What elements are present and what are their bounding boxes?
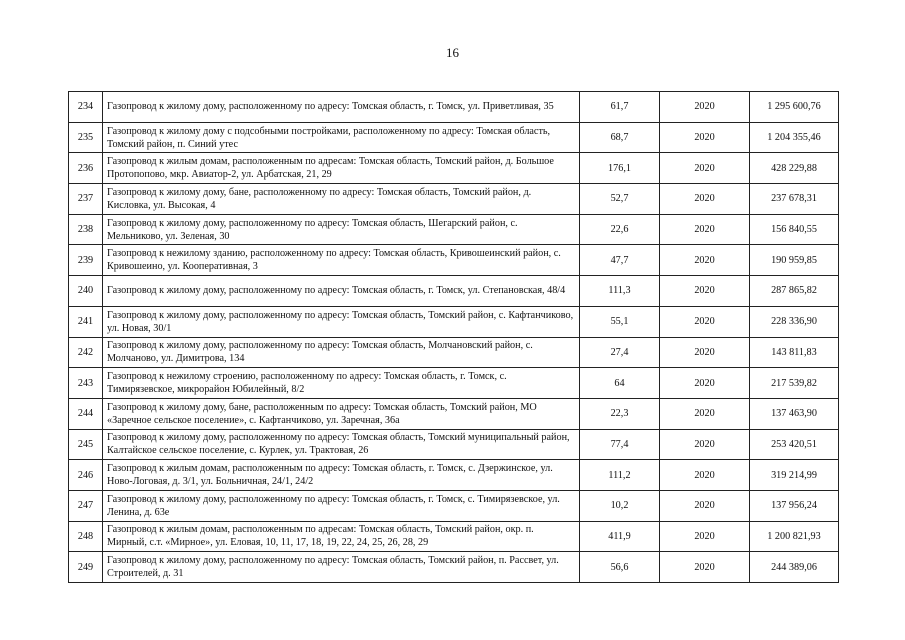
object-name: Газопровод к жилым домам, расположенным по адресам: Томская область, Томский район, д. Большое Протопопово, мкр. Авиатор-2, ул. Арбатская, 21, 29: [103, 153, 580, 184]
table-row: [69, 245, 839, 276]
pipeline-length: 55,1: [580, 306, 660, 337]
object-name: Газопровод к жилому дому, расположенному по адресу: Томская область, Томский муниципальный район, Калтайское сельское поселение, с. Курлек, ул. Трактовая, 26: [103, 429, 580, 460]
cost: 1 200 821,93: [750, 521, 839, 552]
object-name: Газопровод к жилому дому, расположенному по адресу: Томская область, Молчановский район, с. Молчаново, ул. Димитрова, 134: [103, 337, 580, 368]
table-row: [69, 306, 839, 337]
year: 2020: [660, 245, 750, 276]
object-name: Газопровод к жилому дому, расположенному по адресу: Томская область, г. Томск, ул. Степановская, 48/4: [103, 276, 580, 307]
year: 2020: [660, 429, 750, 460]
table-row: [69, 337, 839, 368]
table-row: [69, 368, 839, 399]
year: 2020: [660, 92, 750, 123]
year: 2020: [660, 214, 750, 245]
table-row: [69, 429, 839, 460]
object-name: Газопровод к жилому дому, расположенному по адресу: Томская область, г. Томск, ул. Приветливая, 35: [103, 92, 580, 123]
object-name: Газопровод к жилому дому, расположенному по адресу: Томская область, Томский район, п. Рассвет, ул. Строителей, д. 31: [103, 552, 580, 583]
row-number: 234: [69, 92, 103, 123]
cost: 237 678,31: [750, 184, 839, 215]
pipeline-length: 64: [580, 368, 660, 399]
pipeline-length: 77,4: [580, 429, 660, 460]
cost: 319 214,99: [750, 460, 839, 491]
table-row: [69, 460, 839, 491]
year: 2020: [660, 490, 750, 521]
year: 2020: [660, 153, 750, 184]
cost: 156 840,55: [750, 214, 839, 245]
year: 2020: [660, 276, 750, 307]
row-number: 238: [69, 214, 103, 245]
pipeline-length: 61,7: [580, 92, 660, 123]
year: 2020: [660, 460, 750, 491]
row-number: 236: [69, 153, 103, 184]
row-number: 240: [69, 276, 103, 307]
pipeline-length: 176,1: [580, 153, 660, 184]
table-row: [69, 490, 839, 521]
object-name: Газопровод к нежилому зданию, расположенному по адресу: Томская область, Кривошеинский район, с. Кривошеино, ул. Кооперативная, 3: [103, 245, 580, 276]
year: 2020: [660, 368, 750, 399]
year: 2020: [660, 398, 750, 429]
object-name: Газопровод к жилому дому, бане, расположенным по адресу: Томская область, Томский район, МО «Заречное сельское поселение», с. Кафтанчиково, ул. Заречная, 36а: [103, 398, 580, 429]
row-number: 249: [69, 552, 103, 583]
table-row: [69, 153, 839, 184]
cost: 253 420,51: [750, 429, 839, 460]
pipeline-length: 10,2: [580, 490, 660, 521]
row-number: 239: [69, 245, 103, 276]
row-number: 244: [69, 398, 103, 429]
year: 2020: [660, 552, 750, 583]
table-body: [69, 92, 839, 583]
object-name: Газопровод к жилому дому, расположенному по адресу: Томская область, Шегарский район, с. Мельниково, ул. Зеленая, 30: [103, 214, 580, 245]
row-number: 248: [69, 521, 103, 552]
pipeline-length: 22,3: [580, 398, 660, 429]
year: 2020: [660, 337, 750, 368]
object-name: Газопровод к жилым домам, расположенным по адресам: Томская область, Томский район, окр. п. Мирный, с.т. «Мирное», ул. Еловая, 10, 11, 17, 18, 19, 22, 24, 25, 26, 28, 29: [103, 521, 580, 552]
pipeline-length: 56,6: [580, 552, 660, 583]
row-number: 245: [69, 429, 103, 460]
row-number: 235: [69, 122, 103, 153]
cost: 428 229,88: [750, 153, 839, 184]
table-row: [69, 122, 839, 153]
cost: 244 389,06: [750, 552, 839, 583]
row-number: 243: [69, 368, 103, 399]
pipeline-length: 47,7: [580, 245, 660, 276]
cost: 287 865,82: [750, 276, 839, 307]
object-name: Газопровод к жилому дому, расположенному по адресу: Томская область, Томский район, с. Кафтанчиково, ул. Новая, 30/1: [103, 306, 580, 337]
pipeline-length: 68,7: [580, 122, 660, 153]
table-row: [69, 276, 839, 307]
row-number: 241: [69, 306, 103, 337]
object-name: Газопровод к жилому дому, бане, расположенному по адресу: Томская область, Томский район, д. Кисловка, ул. Высокая, 4: [103, 184, 580, 215]
page-number: 16: [446, 45, 459, 60]
year: 2020: [660, 521, 750, 552]
cost: 228 336,90: [750, 306, 839, 337]
table-row: [69, 552, 839, 583]
object-name: Газопровод к жилым домам, расположенным по адресу: Томская область, г. Томск, с. Дзержинское, ул. Ново-Логовая, д. 3/1, ул. Больничная, 24/1, 24/2: [103, 460, 580, 491]
year: 2020: [660, 184, 750, 215]
year: 2020: [660, 306, 750, 337]
cost: 1 204 355,46: [750, 122, 839, 153]
pipeline-length: 52,7: [580, 184, 660, 215]
year: 2020: [660, 122, 750, 153]
table-row: [69, 184, 839, 215]
row-number: 237: [69, 184, 103, 215]
object-name: Газопровод к жилому дому, расположенному по адресу: Томская область, г. Томск, с. Тимирязевское, ул. Ленина, д. 63е: [103, 490, 580, 521]
cost: 137 463,90: [750, 398, 839, 429]
pipeline-length: 411,9: [580, 521, 660, 552]
gas-pipeline-table: [68, 91, 839, 583]
pipeline-length: 22,6: [580, 214, 660, 245]
pipeline-length: 111,3: [580, 276, 660, 307]
object-name: Газопровод к нежилому строению, расположенному по адресу: Томская область, г. Томск, с. Тимирязевское, микрорайон Юбилейный, 8/2: [103, 368, 580, 399]
cost: 217 539,82: [750, 368, 839, 399]
cost: 137 956,24: [750, 490, 839, 521]
row-number: 246: [69, 460, 103, 491]
cost: 1 295 600,76: [750, 92, 839, 123]
pipeline-length: 27,4: [580, 337, 660, 368]
table-row: [69, 398, 839, 429]
table-row: [69, 214, 839, 245]
row-number: 247: [69, 490, 103, 521]
pipeline-length: 111,2: [580, 460, 660, 491]
cost: 143 811,83: [750, 337, 839, 368]
row-number: 242: [69, 337, 103, 368]
table-row: [69, 92, 839, 123]
cost: 190 959,85: [750, 245, 839, 276]
table-row: [69, 521, 839, 552]
object-name: Газопровод к жилому дому с подсобными постройками, расположенному по адресу: Томская область, Томский район, п. Синий утес: [103, 122, 580, 153]
